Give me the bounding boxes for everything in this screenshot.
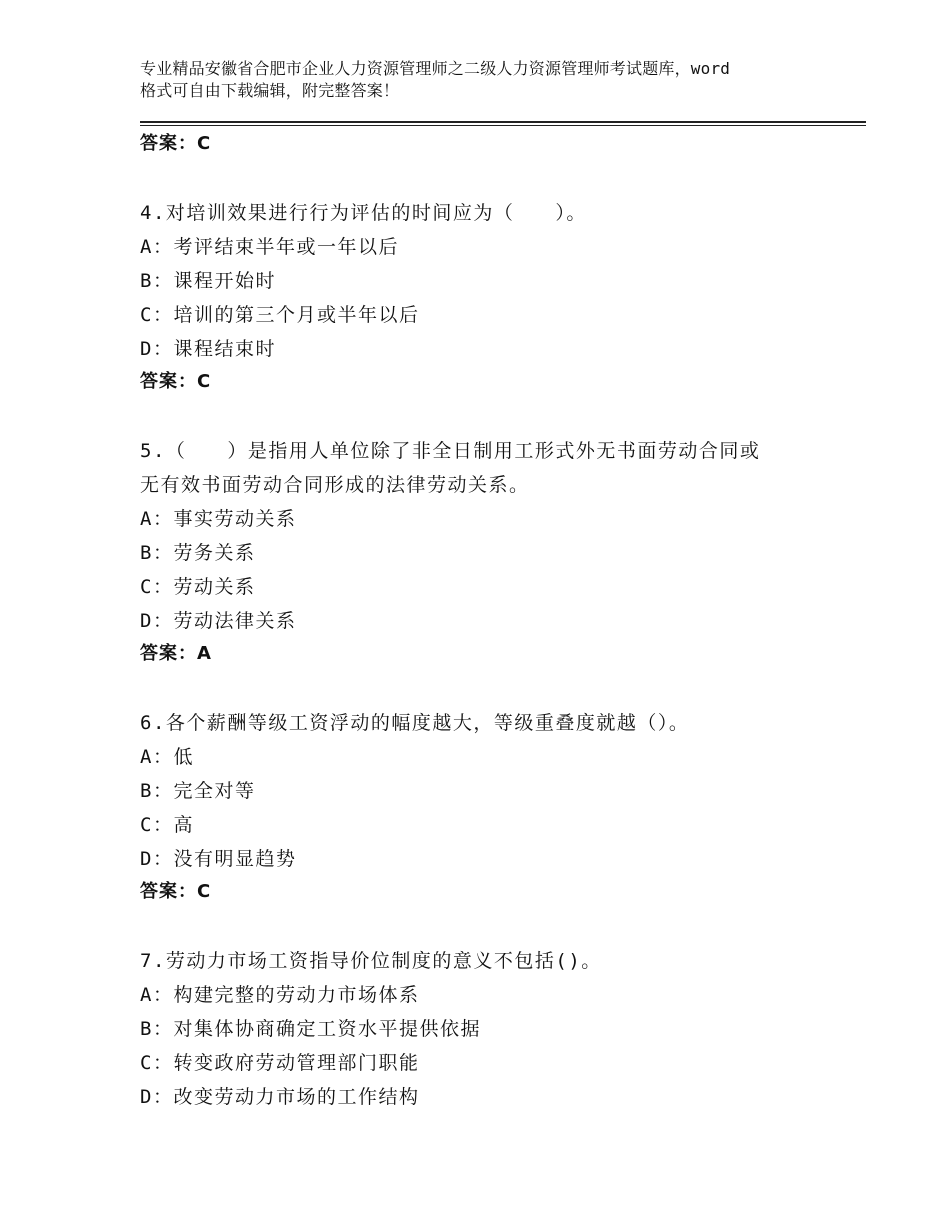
option-c: C：培训的第三个月或半年以后: [140, 304, 420, 326]
answer-line: 答案：C: [140, 881, 212, 902]
option-b: B：完全对等: [140, 780, 256, 802]
answer-line: 答案：C: [140, 371, 212, 392]
question-text: 4.对培训效果进行行为评估的时间应为（ ）。: [140, 202, 587, 224]
option-d: D：没有明显趋势: [140, 848, 297, 870]
question-text: 6.各个薪酬等级工资浮动的幅度越大，等级重叠度就越（）。: [140, 712, 690, 734]
option-b: B：课程开始时: [140, 270, 276, 292]
header-line-1: 专业精品安徽省合肥市企业人力资源管理师之二级人力资源管理师考试题库，word: [140, 59, 731, 78]
option-a: A：构建完整的劳动力市场体系: [140, 984, 420, 1006]
question-4: [140, 196, 840, 400]
option-a: A：考评结束半年或一年以后: [140, 236, 399, 258]
header-rule-thin: [140, 125, 866, 126]
option-d: D：改变劳动力市场的工作结构: [140, 1086, 420, 1108]
option-b: B：劳务关系: [140, 542, 256, 564]
answer-line: 答案：A: [140, 643, 212, 664]
question-text: 7.劳动力市场工资指导价位制度的意义不包括()。: [140, 950, 602, 972]
question-6: [140, 706, 840, 910]
question-text: 5.（ ）是指用人单位除了非全日制用工形式外无书面劳动合同或: [140, 440, 761, 462]
option-c: C：转变政府劳动管理部门职能: [140, 1052, 420, 1074]
option-c: C：高: [140, 814, 194, 836]
answer-line: 答案：C: [140, 133, 212, 154]
option-c: C：劳动关系: [140, 576, 256, 598]
header-rule-thick: [140, 121, 866, 123]
question-7: [140, 944, 840, 1114]
page-header: [140, 58, 840, 102]
question-5: [140, 434, 840, 672]
option-d: D：劳动法律关系: [140, 610, 297, 632]
option-d: D：课程结束时: [140, 338, 276, 360]
option-a: A：事实劳动关系: [140, 508, 297, 530]
option-a: A：低: [140, 746, 194, 768]
question-text-continued: 无有效书面劳动合同形成的法律劳动关系。: [140, 474, 530, 496]
header-line-2: 格式可自由下载编辑，附完整答案！: [140, 81, 400, 100]
option-b: B：对集体协商确定工资水平提供依据: [140, 1018, 481, 1040]
question-list: [140, 128, 840, 1114]
